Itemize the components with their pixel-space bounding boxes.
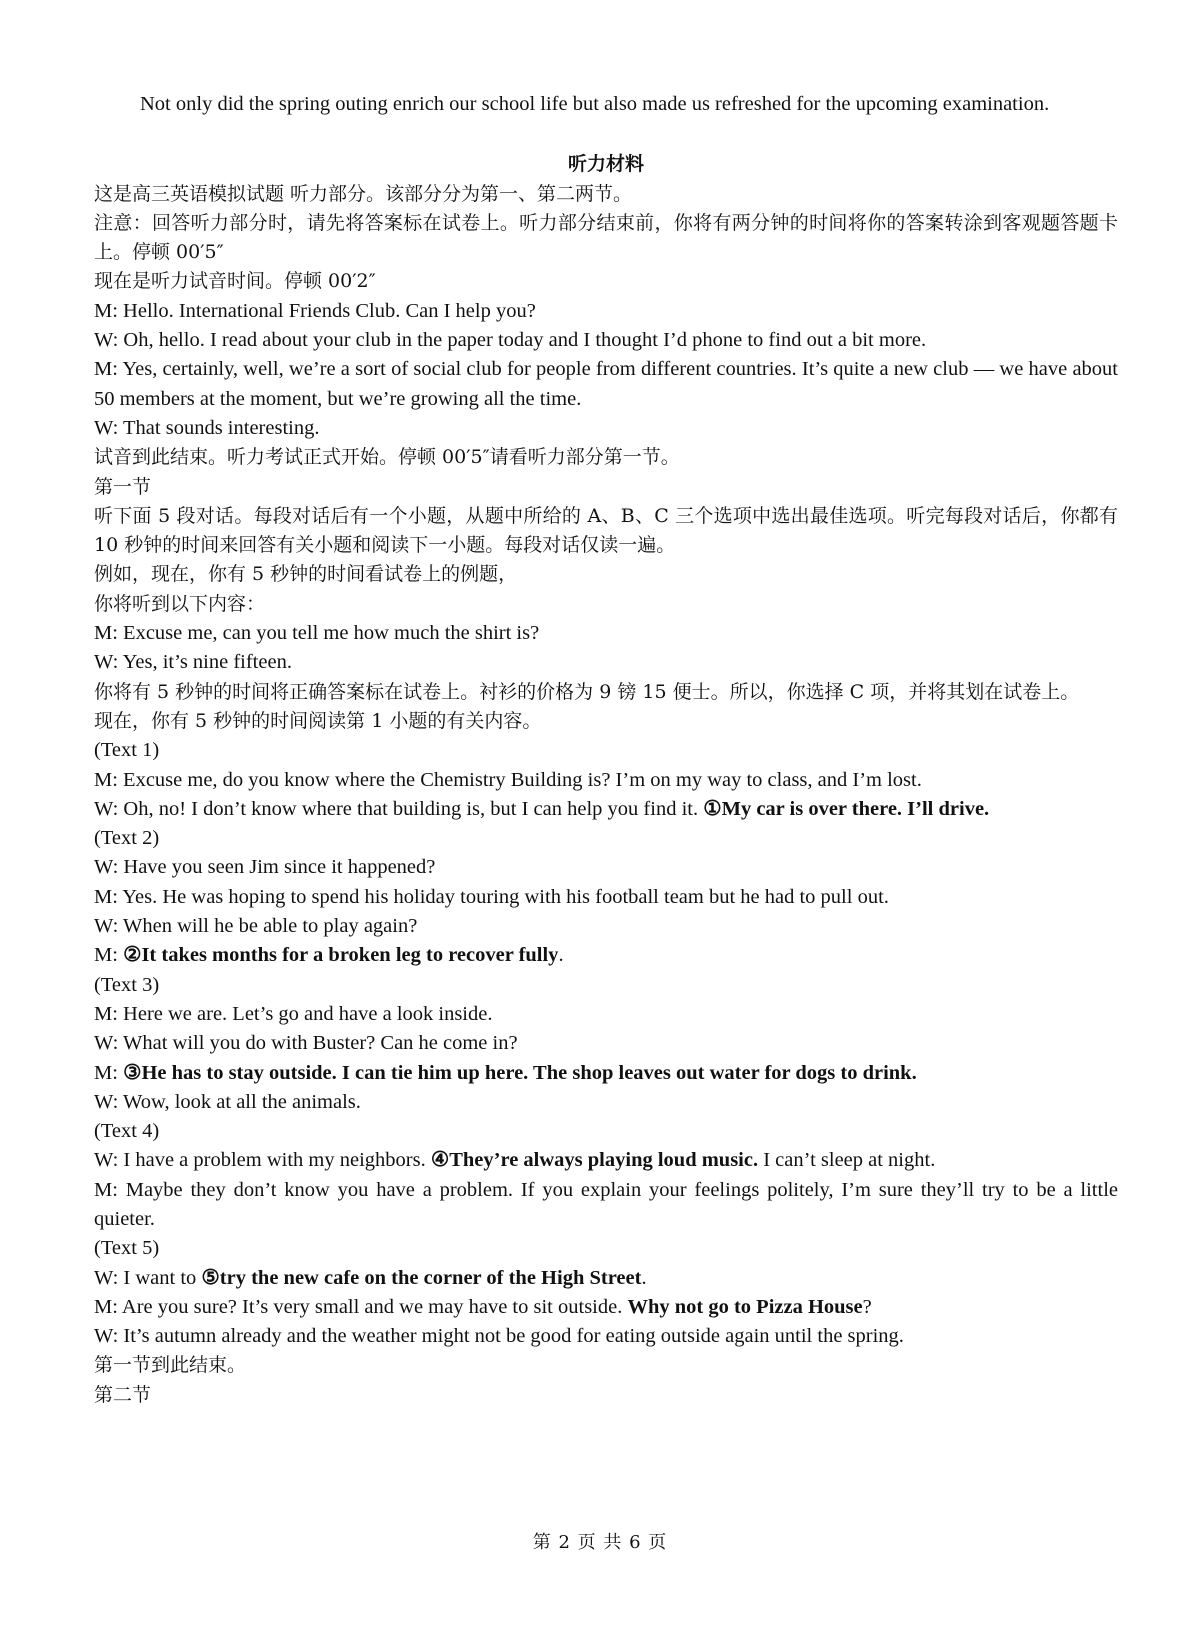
line-text: W: Oh, no! I don’t know where that building is, but I can help you find it. (94, 797, 704, 820)
line-text: 第一节 (94, 475, 152, 498)
line-text-after: I can’t sleep at night. (758, 1149, 936, 1172)
transcript-line (94, 414, 1118, 443)
line-text: M: Maybe they don’t know you have a problem. If you explain your feelings politely, I’m sure they’ll try to be a little quieter. (94, 1178, 1118, 1230)
line-text: W: What will you do with Buster? Can he come in? (94, 1032, 518, 1055)
line-text: W: Yes, it’s nine fifteen. (94, 651, 292, 674)
line-text: M: (94, 944, 124, 967)
transcript-line (94, 473, 1118, 502)
transcript-line (94, 1351, 1118, 1380)
section-title: 听力材料 (567, 153, 644, 176)
line-text: (Text 3) (94, 973, 160, 996)
transcript-line (94, 560, 1118, 589)
transcript-line (94, 1088, 1118, 1117)
line-text: 第二节 (94, 1383, 152, 1406)
transcript-line (94, 795, 1118, 824)
line-text: (Text 5) (94, 1237, 160, 1260)
transcript-line (94, 648, 1118, 677)
line-text: 现在是听力试音时间。停顿 00′2″ (94, 270, 376, 293)
bold-answer-text: ⑤try the new cafe on the corner of the High Street (201, 1266, 642, 1289)
transcript-line (94, 443, 1118, 472)
transcript-line (94, 590, 1118, 619)
line-text: M: Here we are. Let’s go and have a look inside. (94, 1002, 493, 1025)
bold-answer-text: ④They’re always playing loud music. (430, 1149, 759, 1172)
page-footer: 第 2 页 共 6 页 (532, 1532, 668, 1553)
bold-answer-text: ②It takes months for a broken leg to recover fully (123, 944, 559, 967)
line-text-after: ? (862, 1295, 872, 1318)
transcript-line (94, 678, 1118, 707)
transcript-line (94, 297, 1118, 326)
line-text: 试音到此结束。听力考试正式开始。停顿 00′5″请看听力部分第一节。 (94, 446, 680, 469)
transcript-line (94, 355, 1118, 414)
transcript-line (94, 1176, 1118, 1235)
line-text-after: . (558, 944, 564, 967)
transcript-line (94, 1000, 1118, 1029)
line-text: 你将听到以下内容： (94, 592, 266, 615)
transcript-line (94, 1264, 1118, 1293)
line-text: 例如，现在，你有 5 秒钟的时间看试卷上的例题， (94, 563, 518, 586)
line-text: W: When will he be able to play again? (94, 915, 418, 938)
transcript-line (94, 736, 1118, 765)
transcript-line (94, 1146, 1118, 1175)
line-text: W: Wow, look at all the animals. (94, 1090, 361, 1113)
transcript-line (94, 1059, 1118, 1088)
line-text: M: Hello. International Friends Club. Can I help you? (94, 299, 536, 322)
transcript-line (94, 1029, 1118, 1058)
transcript-line (94, 824, 1118, 853)
line-text: 这是高三英语模拟试题 听力部分。该部分分为第一、第二两节。 (94, 182, 633, 205)
transcript-line (94, 1322, 1118, 1351)
line-text-after: . (641, 1266, 647, 1289)
bold-answer-text: ③He has to stay outside. I can tie him up here. The shop leaves out water for dogs to drink. (123, 1061, 917, 1084)
line-text: M: (94, 1061, 124, 1084)
transcript-line (94, 883, 1118, 912)
bold-answer-text: Why not go to Pizza House (627, 1295, 863, 1318)
transcript-line (94, 180, 1118, 209)
bold-answer-text: ①My car is over there. I’ll drive. (703, 797, 990, 820)
transcript-line (94, 209, 1118, 268)
line-text: 现在，你有 5 秒钟的时间阅读第 1 小题的有关内容。 (94, 709, 542, 732)
line-text: 注意：回答听力部分时，请先将答案标在试卷上。听力部分结束前，你将有两分钟的时间将你的答案转涂到客观题答题卡上。停顿 00′5″ (94, 211, 1118, 264)
line-text: (Text 1) (94, 739, 160, 762)
transcript-line (94, 502, 1118, 561)
transcript-line (94, 766, 1118, 795)
transcript-line (94, 267, 1118, 296)
line-text: M: Excuse me, do you know where the Chemistry Building is? I’m on my way to class, and I’m lost. (94, 768, 922, 791)
transcript-line (94, 853, 1118, 882)
transcript-line (94, 971, 1118, 1000)
transcript-line (94, 619, 1118, 648)
line-text: W: That sounds interesting. (94, 416, 320, 439)
transcript-line (94, 1234, 1118, 1263)
transcript-line (94, 326, 1118, 355)
transcript-line (94, 912, 1118, 941)
line-text: M: Excuse me, can you tell me how much the shirt is? (94, 622, 540, 645)
transcript-line (94, 1293, 1118, 1322)
transcript-line (94, 707, 1118, 736)
transcript-line (94, 1117, 1118, 1146)
transcript-line (94, 941, 1118, 970)
line-text: 听下面 5 段对话。每段对话后有一个小题，从题中所给的 A、B、C 三个选项中选出最佳选项。听完每段对话后，你都有 10 秒钟的时间来回答有关小题和阅读下一小题。每段对话仅读一遍。 (94, 504, 1118, 557)
line-text: 第一节到此结束。 (94, 1354, 247, 1377)
document-body (94, 90, 1118, 1410)
transcript (94, 180, 1118, 1410)
line-text: M: Yes, certainly, well, we’re a sort of social club for people from different countries. It’s quite a new club — we have about 50 members at the moment, but we’re growing all the time. (94, 358, 1118, 410)
intro-paragraph: Not only did the spring outing enrich our school life but also made us refreshed for the upcoming examination. (140, 93, 1050, 115)
line-text: (Text 4) (94, 1120, 160, 1143)
line-text: 你将有 5 秒钟的时间将正确答案标在试卷上。衬衫的价格为 9 镑 15 便士。所以，你选择 C 项，并将其划在试卷上。 (94, 680, 1080, 703)
line-text: W: Oh, hello. I read about your club in the paper today and I thought I’d phone to find out a bit more. (94, 329, 927, 352)
line-text: M: Yes. He was hoping to spend his holiday touring with his football team but he had to pull out. (94, 885, 889, 908)
line-text: W: I have a problem with my neighbors. (94, 1149, 431, 1172)
line-text: W: Have you seen Jim since it happened? (94, 856, 436, 879)
line-text: W: It’s autumn already and the weather might not be good for eating outside again until the spring. (94, 1325, 904, 1348)
transcript-line (94, 1381, 1118, 1410)
line-text: M: Are you sure? It’s very small and we may have to sit outside. (94, 1295, 628, 1318)
line-text: (Text 2) (94, 827, 160, 850)
line-text: W: I want to (94, 1266, 202, 1289)
